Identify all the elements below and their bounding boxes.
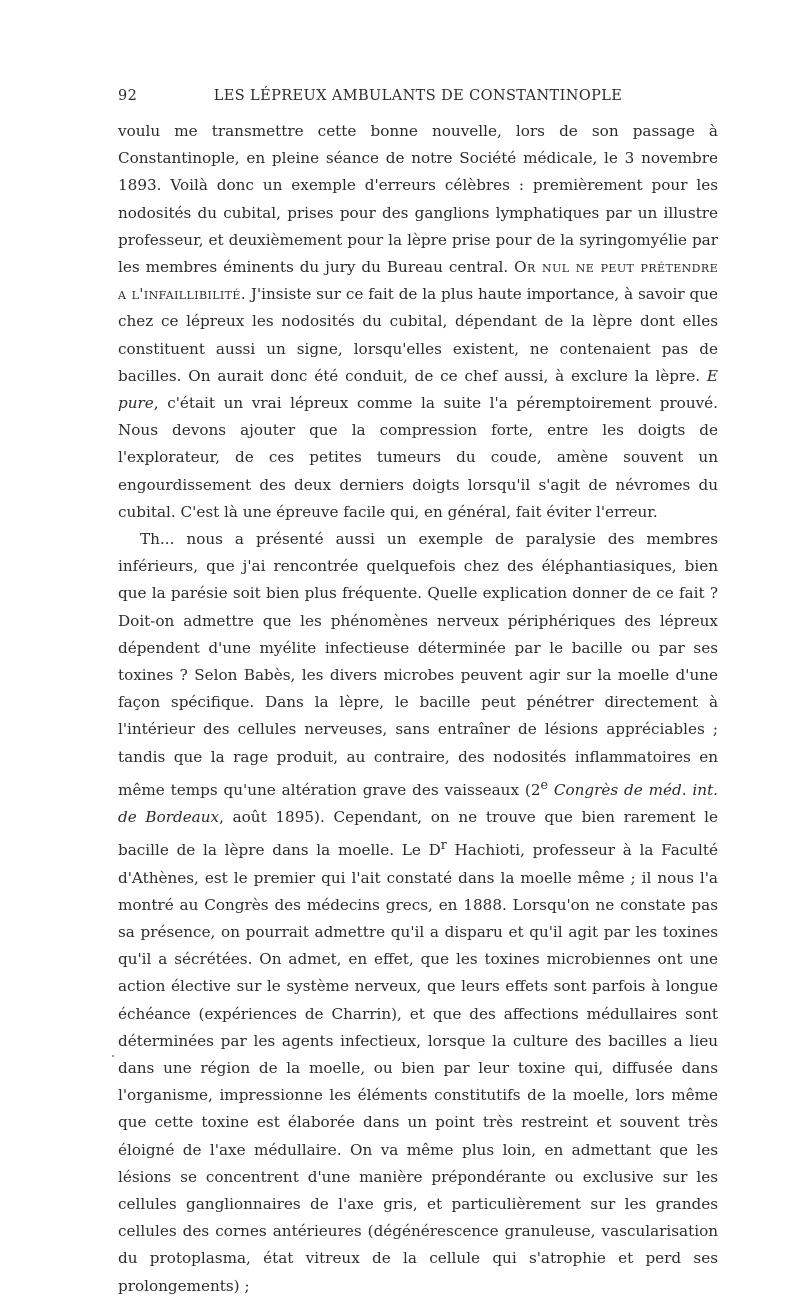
p2-text-after-congress: , août 1895). Cependant, on ne trouve que bien rarement le bacille de la lèpre dans la moelle. Le [118, 808, 718, 860]
p1-italic-phrase: E pure [118, 366, 718, 413]
congress-citation: Congrès de méd. int. de Bordeaux [118, 780, 718, 827]
p2-text-rest: Hachioti, professeur à la Faculté d'Athènes, est le premier qui l'ait constaté dans la moelle même ; il nous l'a montré au Congrès des médecins grecs, en 1888. Lorsqu'on ne constate pas sa présence, on pourrait admettre qu'il a disparu et qu'il agit par les toxines qu'il a sécrétées. On admet, en effet, que les toxines microbiennes ont une action élective sur le système nerveux, que leurs effets sont parfois à longue échéance (expériences de Charrin), et que des affections médullaires sont déterminées par les agents infectieux, lorsque la culture des bacilles a lieu dans une région de la moelle, ou bien par leur toxine qui, diffusée dans l'organisme, impressionne les éléments constitutifs de la moelle, lors même que cette toxine est élaborée dans un point très restreint et souvent très éloigné de l'axe médullaire. On va même plus loin, en admettant que les lésions se concentrent d'une manière prépondérante ou exclusive sur les cellules ganglionnaires de l'axe gris, et particulièrement sur les grandes cellules des cornes antérieures (dégénérescence granuleuse, vascularisation du protoplasma, état vitreux de la cellule qui s'atrophie et perd ses prolongements) ; [118, 841, 718, 1295]
p1-text-after: , c'était un vrai lépreux comme la suite l'a péremptoirement prouvé. Nous devons ajouter que la compression forte, entre les doigts de l'explorateur, de ces petites tumeurs du coude, amène souvent un engourdissement des deux derniers doigts lorsqu'il s'agit de névromes du cubital. C'est là une épreuve facile qui, en général, fait éviter l'erreur. [118, 394, 718, 521]
running-title: LES LÉPREUX AMBULANTS DE CONSTANTINOPLE [213, 88, 623, 104]
paragraph-2 [118, 526, 718, 1300]
doctor-superscript: r [440, 837, 447, 853]
page-number: 92 [118, 88, 138, 104]
p1-text-middle: J'insiste sur ce fait de la plus haute importance, à savoir que chez ce lépreux les nodosités du cubital, dépendant de la lèpre dont elles constituent aussi un signe, lorsqu'elles existent, ne contenaient pas de bacilles. On aurait donc été conduit, de ce chef aussi, à exclure la lèpre. [118, 285, 719, 385]
print-speck [112, 1055, 114, 1057]
p1-text-before: voulu me transmettre cette bonne nouvelle, lors de son passage à Constantinople, en pleine séance de notre Société médicale, le 3 novembre 1893. Voilà donc un exemple d'erreurs célèbres : premièrement pour les nodosités du cubital, prises pour des ganglions lymphatiques par un illustre professeur, et deuxièmement pour la lèpre prise pour de la syringomyélie par les membres éminents du jury du Bureau central. [118, 122, 718, 277]
congress-superscript: e [540, 776, 548, 792]
doctor-abbrev: D [428, 841, 441, 860]
congress-number: 2 [530, 780, 541, 799]
paragraph-1 [118, 118, 718, 526]
p2-text-before: Th... nous a présenté aussi un exemple de paralysie des membres inférieurs, que j'ai rencontrée quelquefois chez des éléphantiasiques, bien que la parésie soit bien plus fréquente. Quelle explication donner de ce fait ? Doit-on admettre que les phénomènes nerveux périphériques des lépreux dépendent d'une myélite infectieuse déterminée par le bacille ou par ses toxines ? Selon Babès, les divers microbes peuvent agir sur la moelle d'une façon spécifique. Dans la lèpre, le bacille peut pénétrer directement à l'intérieur des cellules nerveuses, sans entraîner de lésions appréciables ; tandis que la rage produit, au contraire, des nodosités inflammatoires en même temps qu'une altération grave des vaisseaux ( [118, 530, 718, 799]
body-text [118, 118, 718, 1300]
page-header [118, 88, 718, 104]
p1-smallcaps-phrase: Or nul ne peut prétendre a l'infaillibilité. [118, 258, 718, 304]
